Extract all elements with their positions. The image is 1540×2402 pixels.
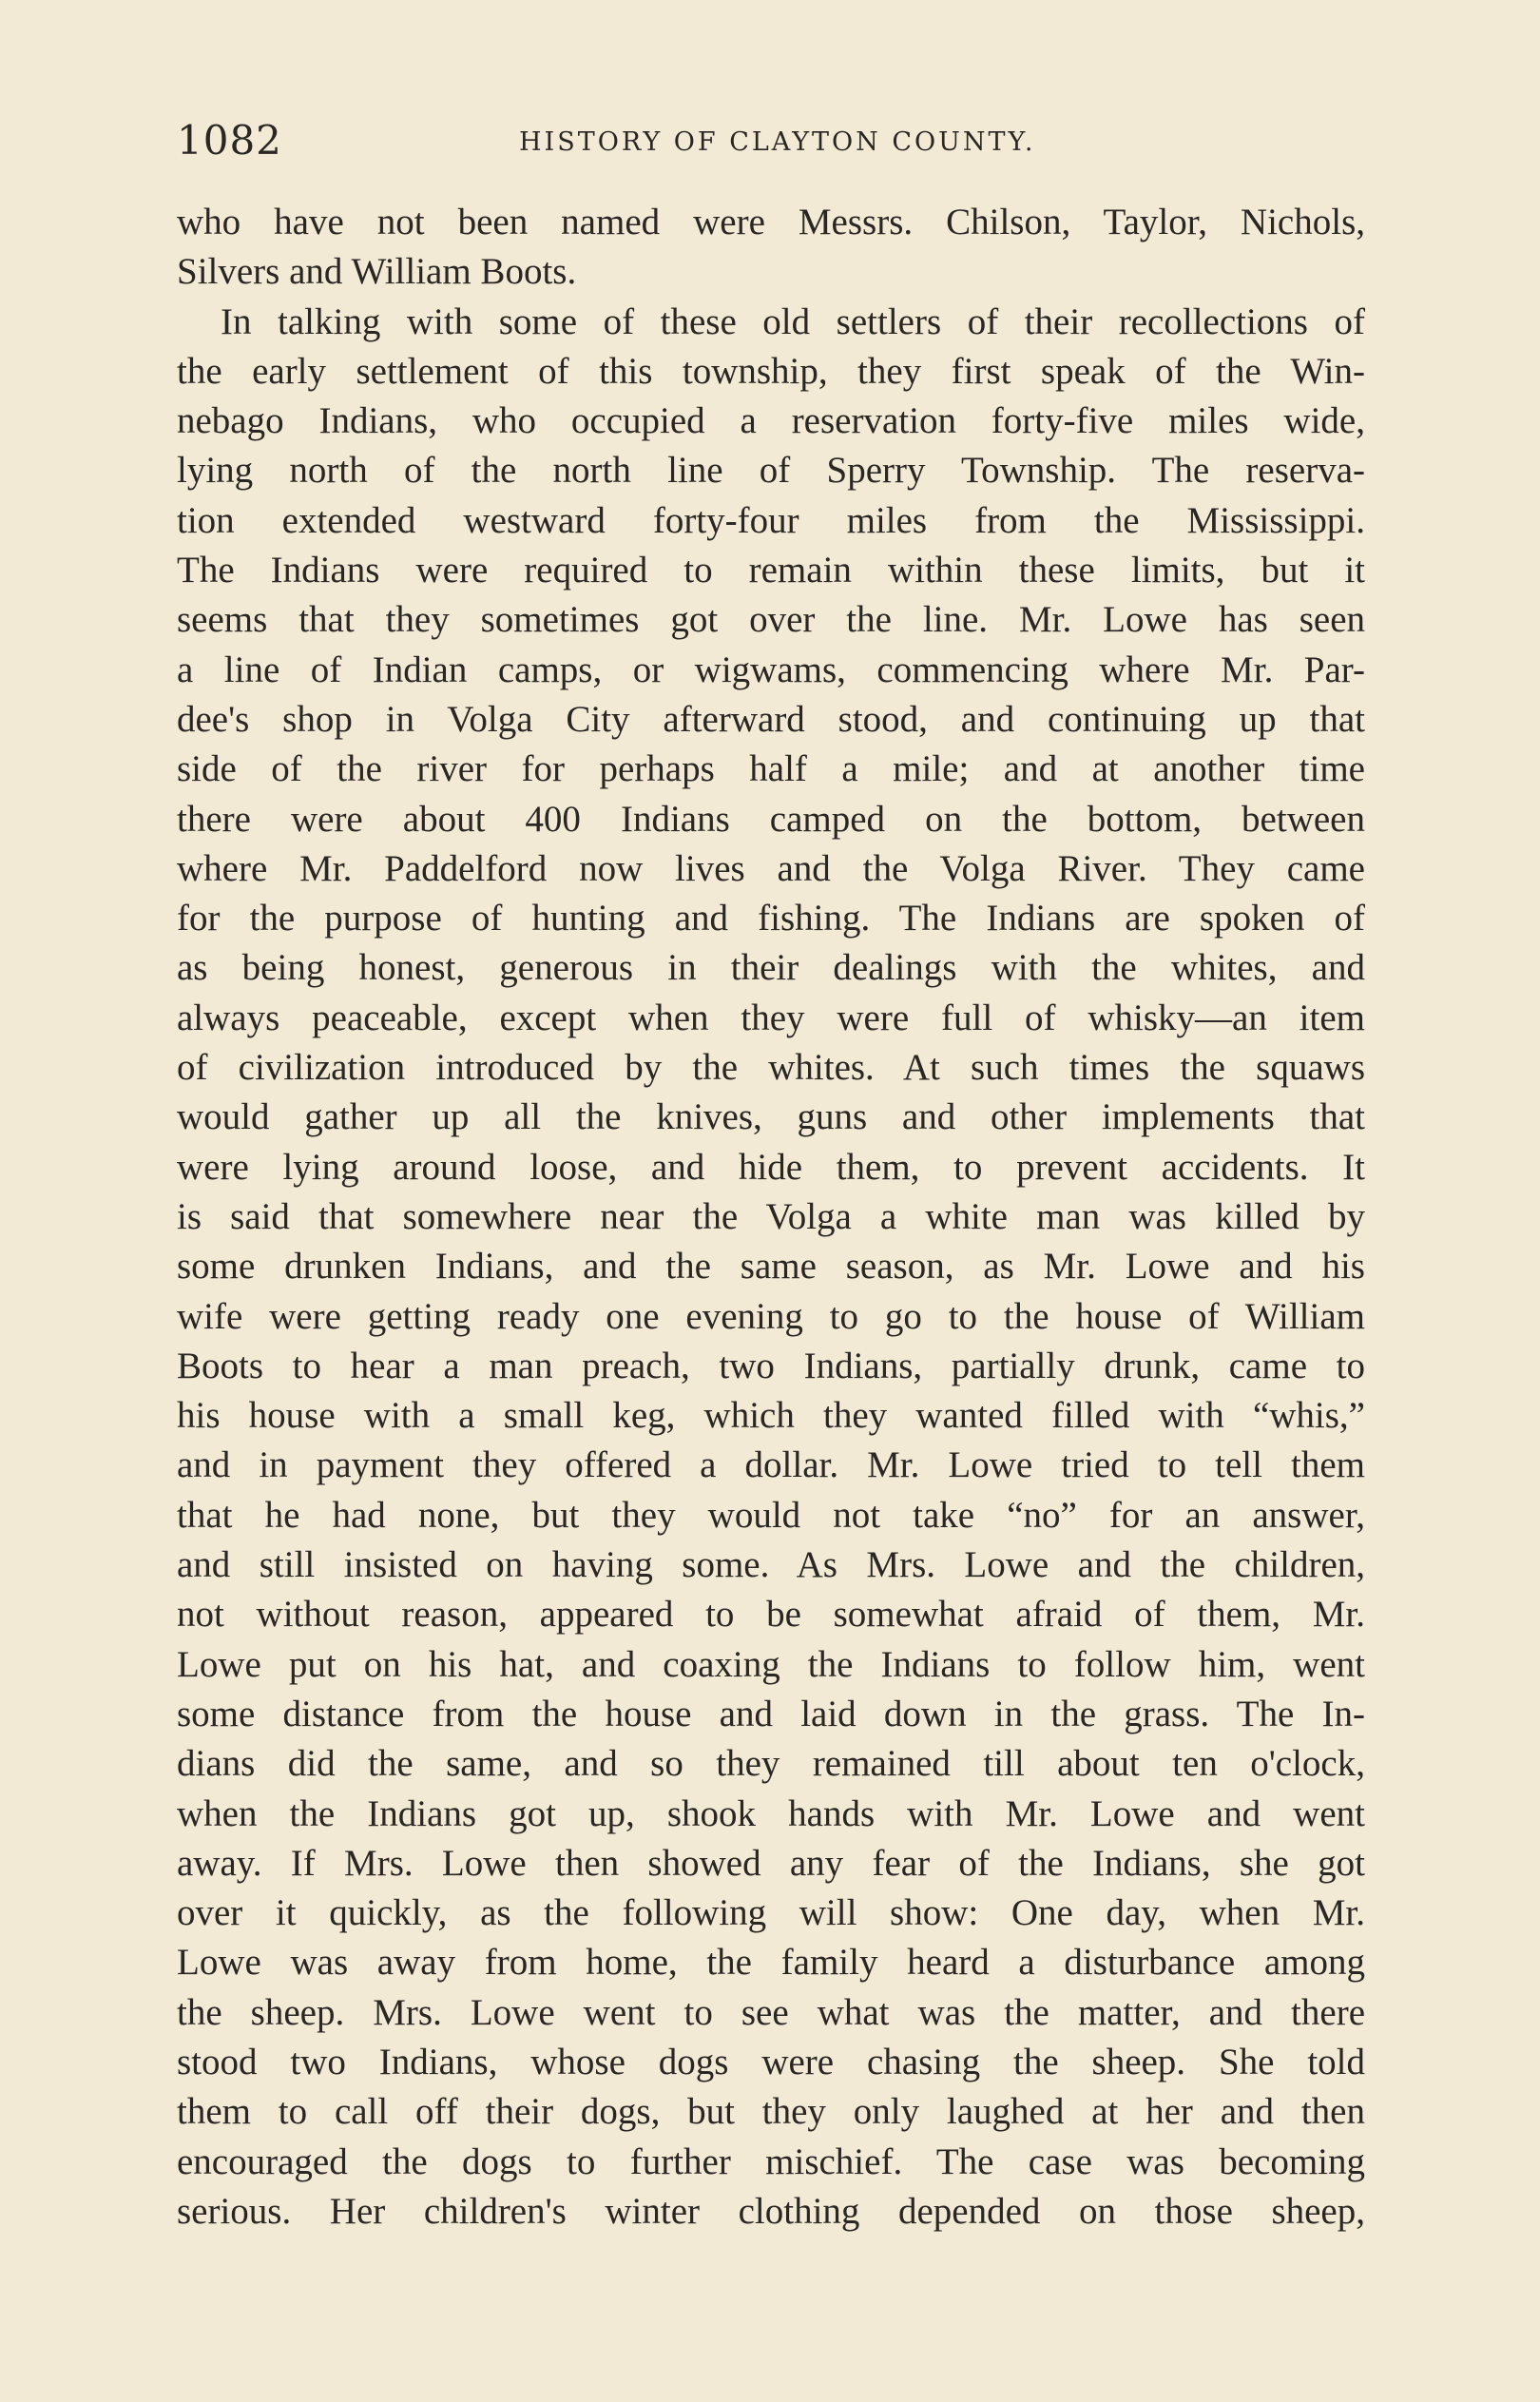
text-line: Silvers and William Boots. <box>177 251 577 293</box>
text-line: wife were getting ready one evening to go to the house of William <box>177 1295 1365 1337</box>
text-line: the sheep. Mrs. Lowe went to see what was the matter, and there <box>177 1991 1365 2033</box>
text-line: and in payment they offered a dollar. Mr. Lowe tried to tell them <box>177 1444 1365 1486</box>
text-line: encouraged the dogs to further mischief. The case was becoming <box>177 2140 1365 2182</box>
text-line: his house with a small keg, which they wanted filled with “whis,” <box>177 1395 1365 1437</box>
text-line: them to call off their dogs, but they only laughed at her and then <box>177 2091 1365 2133</box>
text-line: side of the river for perhaps half a mile; and at another time <box>177 748 1365 790</box>
text-line: of civilization introduced by the whites. At such times the squaws <box>177 1047 1365 1089</box>
text-line: over it quickly, as the following will show: One day, when Mr. <box>177 1892 1365 1934</box>
text-line: is said that somewhere near the Volga a white man was killed by <box>177 1195 1365 1237</box>
text-line: that he had none, but they would not take “no” for an answer, <box>177 1494 1365 1536</box>
text-line: tion extended westward forty-four miles from the Mississippi. <box>177 499 1365 541</box>
text-line: the early settlement of this township, they first speak of the Win- <box>177 350 1365 392</box>
text-line: Lowe was away from home, the family heard a disturbance among <box>177 1942 1365 1984</box>
text-line: when the Indians got up, shook hands with Mr. Lowe and went <box>177 1792 1365 1834</box>
text-line: lying north of the north line of Sperry Township. The reserva- <box>177 450 1365 492</box>
page-number: 1082 <box>177 117 282 164</box>
text-line: would gather up all the knives, guns and other implements that <box>177 1096 1365 1138</box>
text-line: who have not been named were Messrs. Chilson, Taylor, Nichols, <box>177 202 1365 242</box>
text-line: dians did the same, and so they remained till about ten o'clock, <box>177 1743 1365 1785</box>
text-line: always peaceable, except when they were full of whisky—an item <box>177 997 1365 1038</box>
text-line: as being honest, generous in their dealings with the whites, and <box>177 947 1365 989</box>
page-header <box>177 112 1365 169</box>
running-head: HISTORY OF CLAYTON COUNTY. <box>519 127 1036 157</box>
text-line: not without reason, appeared to be somewhat afraid of them, Mr. <box>177 1594 1365 1636</box>
text-line: some distance from the house and laid down in the grass. The In- <box>177 1693 1365 1734</box>
text-line: The Indians were required to remain within these limits, but it <box>177 550 1365 591</box>
text-line: for the purpose of hunting and fishing. The Indians are spoken of <box>177 898 1365 939</box>
text-line: seems that they sometimes got over the line. Mr. Lowe has seen <box>177 599 1365 641</box>
body-text <box>177 198 1365 2237</box>
text-line: dee's shop in Volga City afterward stood, and continuing up that <box>177 698 1365 740</box>
text-line: In talking with some of these old settlers of their recollections of <box>221 300 1365 342</box>
text-line: Lowe put on his hat, and coaxing the Indians to follow him, went <box>177 1643 1365 1685</box>
text-line: were lying around loose, and hide them, to prevent accidents. It <box>177 1146 1365 1188</box>
text-line: away. If Mrs. Lowe then showed any fear of the Indians, she got <box>177 1842 1365 1884</box>
text-line: a line of Indian camps, or wigwams, commencing where Mr. Par- <box>177 649 1365 690</box>
text-line: and still insisted on having some. As Mrs. Lowe and the children, <box>177 1544 1365 1586</box>
text-line: some drunken Indians, and the same season, as Mr. Lowe and his <box>177 1246 1365 1288</box>
text-line: where Mr. Paddelford now lives and the Volga River. They came <box>177 847 1365 889</box>
text-line: serious. Her children's winter clothing depended on those sheep, <box>177 2190 1365 2232</box>
text-line: Boots to hear a man preach, two Indians, partially drunk, came to <box>177 1345 1365 1386</box>
text-line: nebago Indians, who occupied a reservation forty-five miles wide, <box>177 400 1365 442</box>
text-line: there were about 400 Indians camped on the bottom, between <box>177 798 1365 840</box>
text-line: stood two Indians, whose dogs were chasing the sheep. She told <box>177 2041 1365 2082</box>
